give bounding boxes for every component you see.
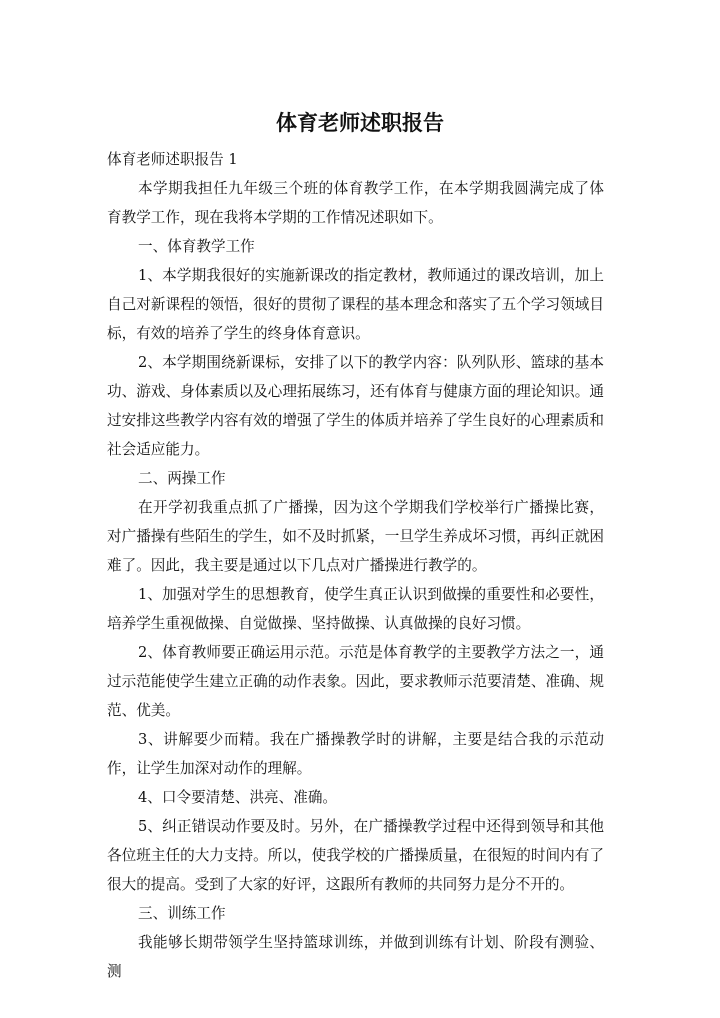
section-heading-training: 三、训练工作: [138, 905, 226, 922]
section-heading-teaching: 一、体育教学工作: [138, 238, 255, 255]
paragraph-teaching-1: 1、本学期我很好的实施新课改的指定教材，教师通过的课改培训，加上自己对新课程的领悟，很好的贯彻了课程的基本理念和落实了五个学习领域目标，有效的培养了学生的终身体育意识。: [107, 267, 604, 342]
document-title: 体育老师述职报告: [276, 111, 444, 135]
paragraph-exercises-1: 1、加强对学生的思想教育，使学生真正认识到做操的重要性和必要性，培养学生重视做操、自觉做操、坚持做操、认真做操的良好习惯。: [107, 586, 604, 632]
paragraph-exercises-5: 5、纠正错误动作要及时。另外，在广播操教学过程中还得到领导和其他各位班主任的大力支持。所以，使我学校的广播操质量，在很短的时间内有了很大的提高。受到了大家的好评，这跟所有教师的共同努力是分不开的。: [107, 818, 604, 893]
section-heading-exercises: 二、两操工作: [138, 470, 226, 487]
paragraph-intro: 本学期我担任九年级三个班的体育教学工作，在本学期我圆满完成了体育教学工作，现在我将本学期的工作情况述职如下。: [107, 180, 604, 226]
paragraph-training-1: 我能够长期带领学生坚持篮球训练，并做到训练有计划、阶段有测验、测: [107, 934, 604, 980]
document-subtitle: 体育老师述职报告 1: [107, 151, 238, 168]
paragraph-teaching-2: 2、本学期围绕新课标，安排了以下的教学内容：队列队形、篮球的基本功、游戏、身体素质以及心理拓展练习，还有体育与健康方面的理论知识。通过安排这些教学内容有效的增强了学生的体质并培养了学生良好的心理素质和社会适应能力。: [107, 354, 604, 458]
document-body: [107, 145, 604, 986]
paragraph-exercises-3: 3、讲解要少而精。我在广播操教学时的讲解，主要是结合我的示范动作，让学生加深对动作的理解。: [107, 731, 604, 777]
paragraph-exercises-intro: 在开学初我重点抓了广播操，因为这个学期我们学校举行广播操比赛，对广播操有些陌生的学生，如不及时抓紧，一旦学生养成坏习惯，再纠正就困难了。因此，我主要是通过以下几点对广播操进行教学的。: [107, 499, 604, 574]
paragraph-exercises-2: 2、体育教师要正确运用示范。示范是体育教学的主要教学方法之一，通过示范能使学生建立正确的动作表象。因此，要求教师示范要清楚、准确、规范、优美。: [107, 644, 604, 719]
paragraph-exercises-4: 4、口令要清楚、洪亮、准确。: [138, 789, 338, 806]
